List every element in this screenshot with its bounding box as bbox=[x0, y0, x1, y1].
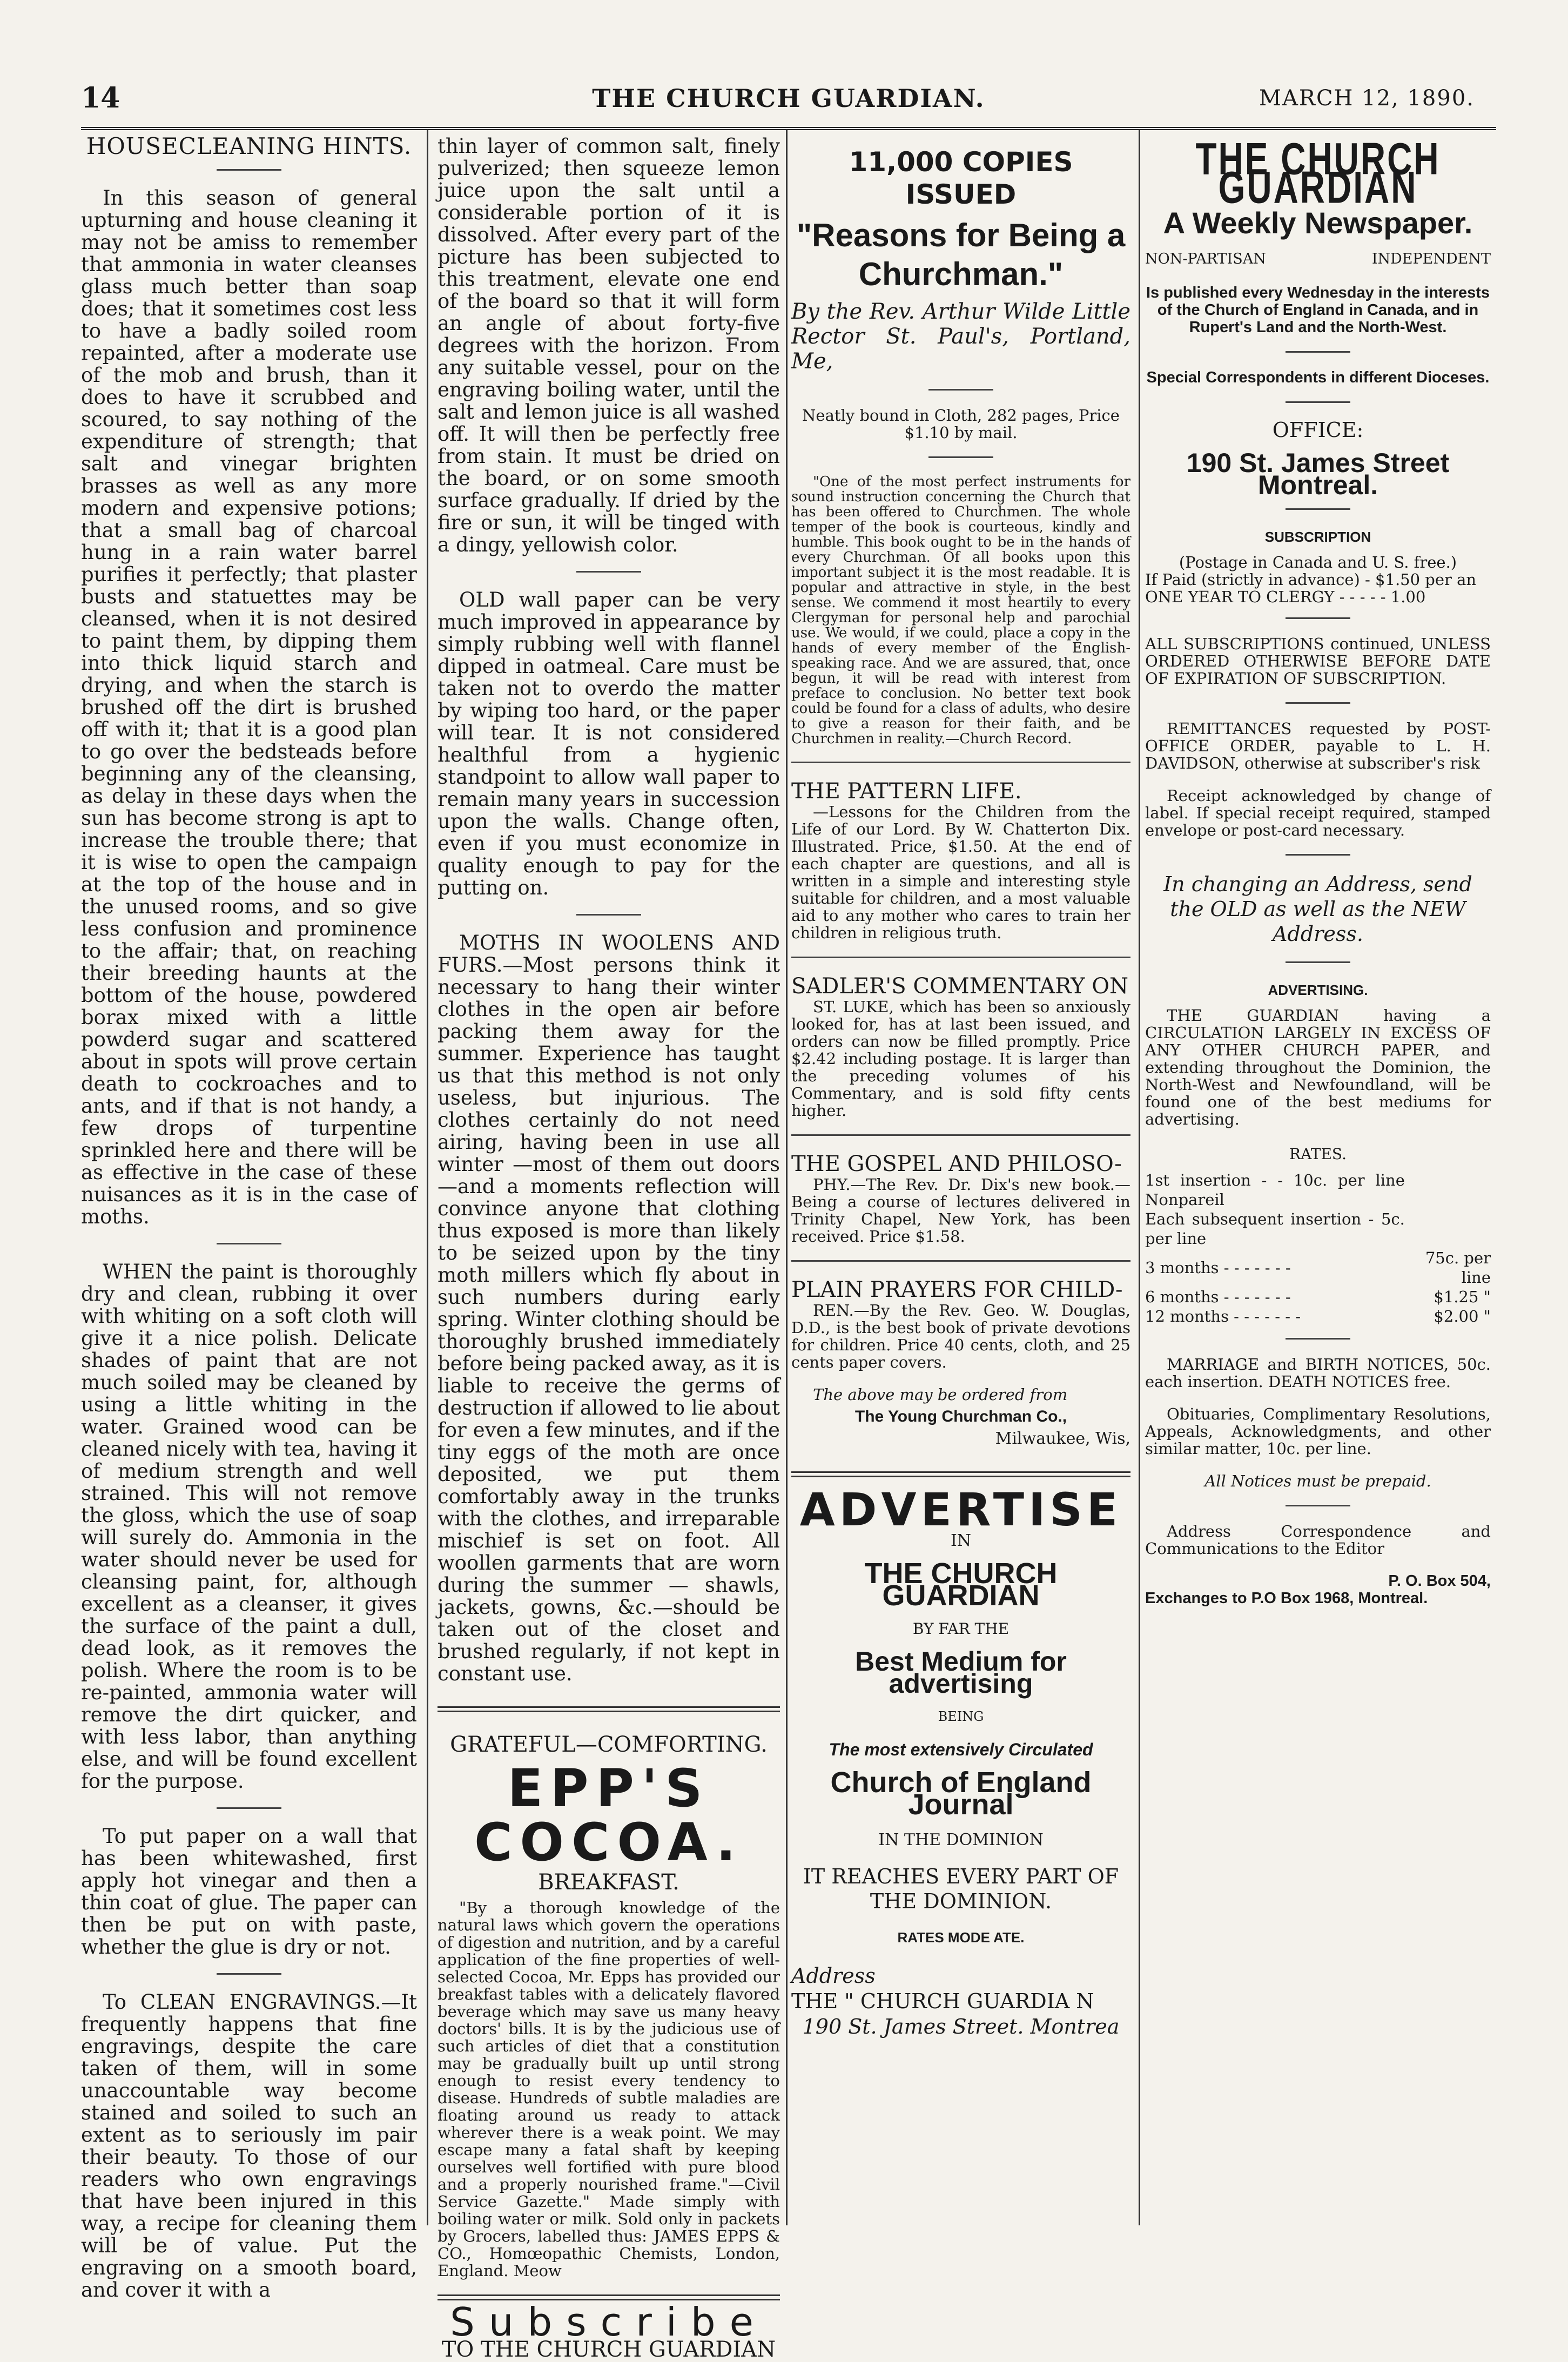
book-author: By the Rev. Arthur Wilde Little Rector St. Paul's, Portland, Me, bbox=[791, 299, 1130, 374]
copies-issued: 11,000 COPIES ISSUED bbox=[849, 146, 1073, 210]
rate-label: 6 months - - - - - - - bbox=[1145, 1288, 1291, 1306]
column-books bbox=[791, 135, 1130, 2231]
masthead bbox=[81, 62, 1496, 130]
cocoa-breakfast: BREAKFAST. bbox=[538, 1870, 679, 1895]
book-description: —Lessons for the Children from the Life of our Lord. By W. Chatterton Dix. Illustrated. Price, $1.50. At the end of each chapter are questions, and all is written in a simple and interesting style suitable for children, and a most valuable aid to any mother who cares to train her children in religious truth. bbox=[791, 803, 1130, 942]
divider bbox=[791, 1134, 1130, 1136]
advertise-dominion: IN THE DOMINION bbox=[878, 1831, 1044, 1849]
obituaries-note: Obituaries, Complimentary Resolutions, Appeals, Acknowledgments, and other similar matter, 10c. per line. bbox=[1145, 1405, 1491, 1458]
divider bbox=[576, 914, 641, 916]
weekly-newspaper: A Weekly Newspaper. bbox=[1163, 206, 1473, 240]
book-description: PHY.—The Rev. Dr. Dix's new book.—Being a course of lectures delivered in Trinity Chapel, New York, has been received. Price $1.58. bbox=[791, 1175, 1130, 1246]
book-heading: SADLER'S COMMENTARY ON bbox=[791, 974, 1129, 999]
article-paragraph: To CLEAN ENGRAVINGS.—It frequently happens that fine engravings, despite the care taken of them, will in some unaccountable way become stained and soiled to such an extent as to seriously im pair their beauty. To those of our readers who own engravings that have been injured in this way, a recipe for cleaning them will be of value. Put the engraving on a smooth board, and cover it with a bbox=[81, 1990, 417, 2302]
table-row bbox=[1145, 1287, 1491, 1307]
page-number: 14 bbox=[81, 82, 120, 115]
advertise-paper: THE CHURCH GUARDIAN bbox=[864, 1557, 1058, 1612]
published-note: Is published every Wednesday in the interests of the Church of England in Canada, and in Rupert's Land and the North-West. bbox=[1146, 284, 1490, 336]
rate-label: 12 months - - - - - - - bbox=[1145, 1307, 1301, 1325]
advertise-rates: RATES MODE ATE. bbox=[897, 1929, 1025, 1946]
remittances-note: REMITTANCES requested by POST-OFFICE ORDER, payable to L. H. DAVIDSON, otherwise at subscriber's risk bbox=[1145, 719, 1491, 772]
special-correspondents: Special Correspondents in different Dioceses. bbox=[1146, 369, 1490, 386]
divider bbox=[1286, 854, 1350, 856]
divider bbox=[217, 1973, 281, 1975]
book-description: REN.—By the Rev. Geo. W. Douglas, D.D., is the best book of private devotions for children. Price 40 cents, cloth, and 25 cents paper covers. bbox=[791, 1301, 1130, 1371]
table-row bbox=[1145, 1307, 1491, 1326]
cocoa-ad-body: "By a thorough knowledge of the natural laws which govern the operations of digestion and nutrition, and by a careful application of the fine properties of well-selected Cocoa, Mr. Epps has provided our breakfast tables with a delicately flavored beverage which may save us many heavy doctors' bills. It is by the judicious use of such articles of diet that a constitution may be gradually built up until strong enough to resist every tendency to disease. Hundreds of subtle maladies are floating around us ready to attack wherever there is a weak point. We may escape many a fatal shaft by keeping ourselves well fortified with pure blood and a properly nourished frame."—Civil Service Gazette." Made simply with boiling water or milk. Sold only in packets by Grocers, labelled thus: JAMES EPPS & CO., Homœopathic Chemists, London, England. Meow bbox=[438, 1899, 780, 2280]
divider bbox=[791, 762, 1130, 763]
publisher-city: Milwaukee, Wis, bbox=[995, 1429, 1130, 1448]
book-title: "Reasons for Being a Churchman." bbox=[796, 217, 1126, 292]
divider bbox=[1286, 401, 1350, 403]
divider bbox=[791, 1471, 1130, 1477]
exchanges-note: Exchanges to P.O Box 1968, Montreal. bbox=[1145, 1590, 1428, 1607]
table-row bbox=[1145, 1209, 1491, 1248]
rate-value bbox=[1405, 1209, 1491, 1248]
advertise-heading: ADVERTISE bbox=[799, 1483, 1122, 1536]
book-heading: THE GOSPEL AND PHILOSO- bbox=[791, 1152, 1122, 1176]
rates-heading: RATES. bbox=[1289, 1145, 1347, 1163]
advertise-most: The most extensively Circulated bbox=[829, 1740, 1093, 1759]
office-address: 190 St. James Street Montreal. bbox=[1186, 448, 1450, 500]
subscribe-heading: Subscribe bbox=[450, 2299, 768, 2345]
change-address-note: In changing an Address, send the OLD as well as the NEW Address. bbox=[1163, 872, 1472, 946]
postage-note: (Postage in Canada and U. S. free.) bbox=[1179, 553, 1457, 571]
advertise-best: Best Medium for advertising bbox=[855, 1646, 1067, 1699]
divider bbox=[1286, 617, 1350, 619]
subscribe-target: TO THE CHURCH GUARDIAN bbox=[441, 2337, 776, 2362]
divider bbox=[576, 571, 641, 573]
table-row bbox=[1145, 1248, 1491, 1287]
issue-date: MARCH 12, 1890. bbox=[1259, 86, 1475, 111]
table-row bbox=[1145, 1170, 1491, 1209]
divider bbox=[217, 1807, 281, 1809]
column-continued bbox=[438, 134, 780, 2362]
rate-label: Each subsequent insertion - 5c. per line bbox=[1145, 1210, 1405, 1248]
rate-value: $2.00 " bbox=[1434, 1307, 1491, 1325]
book-review: "One of the most perfect instruments for sound instruction concerning the Church that has been offered to Churchmen. The whole temper of the book is courteous, kindly and humble. This book ought to be in the hands of every Churchman. Of all books upon this important subject it is the most readable. It is popular and attractive in style, in the best sense. We commend it most heartily to every Clergyman for personal help and parochial use. We would, if we could, place a copy in the hands of every member of the English-speaking race. And we are assured, that, once begun, it will be read with interest from preface to conclusion. No better text book could be found for a class of adults, who desire to give a reason for their faith, and be Churchmen in reality.—Church Record. bbox=[791, 474, 1130, 747]
order-note: The above may be ordered from bbox=[813, 1385, 1068, 1404]
continued-note: ALL SUBSCRIPTIONS continued, UNLESS ORDERED OTHERWISE BEFORE DATE OF EXPIRATION OF SUBSCRIPTION. bbox=[1145, 635, 1491, 688]
correspondence-note: Address Correspondence and Communications to the Editor bbox=[1145, 1522, 1491, 1558]
advertising-body: THE GUARDIAN having a CIRCULATION LARGELY IN EXCESS OF ANY OTHER CHURCH PAPER, and extending throughout the Dominion, the North-West and Newfoundland, will be found one of the best mediums for advertising. bbox=[1145, 1006, 1491, 1128]
article-paragraph: thin layer of common salt, finely pulverized; then squeeze lemon juice upon the salt until a considerable portion of it is dissolved. After every part of the picture has been subjected to this treatment, elevate one end of the board so that it will form an angle of about forty-five degrees with the horizon. From any suitable vessel, pour on the engraving boiling water, until the salt and lemon juice is all washed off. It will then be perfectly free from stain. It must be dried on the board, or on some smooth surface gradually. If dried by the fire or sun, it will be tinged with a dingy, yellowish color. bbox=[438, 134, 780, 556]
divider bbox=[791, 1260, 1130, 1262]
divider bbox=[1286, 702, 1350, 704]
newspaper-title: THE CHURCH GUARDIAN. bbox=[592, 84, 985, 113]
marriage-notices: MARRIAGE and BIRTH NOTICES, 50c. each insertion. DEATH NOTICES free. bbox=[1145, 1355, 1491, 1391]
advertise-reaches: IT REACHES EVERY PART OF THE DOMINION. bbox=[803, 1865, 1119, 1913]
office-label: OFFICE: bbox=[1272, 418, 1364, 442]
article-paragraph: MOTHS IN WOOLENS AND FURS.—Most persons think it necessary to hang their winter clothes in the open air before packing them away for the summer. Experience has taught us that this method is not only useless, but injurious. The clothes certainly do not need airing, having been in use all winter —most of them out doors—and a moments reflection will convince anyone that clothing thus exposed is more than likely to be seized upon by the tiny moth millers which fly about in such numbers during early spring. Winter clothing should be thoroughly brushed immediately before being packed away, as it is liable to receive the germs of destruction if allowed to lie about for even a few minutes, and if the tiny eggs of the moth are once deposited, we put them comfortably away in the trunks with the clothes, and irreparable mischief is set on foot. All woollen garments that are worn during the summer — shawls, jackets, gowns, &c.—should be taken out of the closet and brushed regularly, if not kept in constant use. bbox=[438, 931, 780, 1685]
divider bbox=[217, 169, 281, 171]
advertising-heading: ADVERTISING. bbox=[1268, 982, 1368, 998]
receipt-note: Receipt acknowledged by change of label. If special receipt required, stamped envelope or post-card necessary. bbox=[1145, 786, 1491, 839]
divider bbox=[791, 957, 1130, 958]
column-rule bbox=[786, 130, 788, 2225]
divider bbox=[1286, 961, 1350, 963]
article-heading: HOUSECLEANING HINTS. bbox=[86, 133, 412, 159]
column-rule bbox=[427, 130, 428, 2225]
publisher-name: The Young Churchman Co., bbox=[854, 1408, 1067, 1425]
column-housecleaning bbox=[81, 133, 417, 2302]
book-description: ST. LUKE, which has been so anxiously looked for, has at last been issued, and orders can now be filled promptly. Price $2.42 including postage. It is larger than the preceding volumes of his Commentary, and is sold fifty cents higher. bbox=[791, 998, 1130, 1120]
column-guardian-info bbox=[1145, 135, 1491, 2231]
divider bbox=[1286, 508, 1350, 510]
article-paragraph: WHEN the paint is thoroughly dry and clean, rubbing it over with whiting on a soft cloth will give it a nice polish. Delicate shades of paint that are not much soiled may be cleaned by using a little whiting in the water. Grained wood can be cleaned nicely with tea, having it of medium strength and well strained. This will not remove the gloss, which the use of soap will surely do. Ammonia in the water should never be used for cleansing paint, for, although excellent as a cleanser, it gives the surface of the paint a dull, dead look, as it removes the polish. Where the room is to be re-painted, ammonia water will remove the dirt quicker, and with less labor, than anything else, and will be found excellent for the purpose. bbox=[81, 1260, 417, 1793]
advertise-by-far: BY FAR THE bbox=[912, 1620, 1010, 1638]
non-partisan-label: NON-PARTISAN bbox=[1145, 251, 1266, 267]
cocoa-ad-title: EPP'S COCOA. bbox=[474, 1758, 744, 1873]
address-label: Address bbox=[791, 1964, 876, 1988]
divider bbox=[438, 1706, 780, 1712]
rate-value: $1.25 " bbox=[1434, 1288, 1491, 1306]
divider bbox=[217, 1243, 281, 1244]
divider bbox=[1286, 1505, 1350, 1506]
cocoa-tagline: GRATEFUL—COMFORTING. bbox=[450, 1732, 768, 1757]
book-binding: Neatly bound in Cloth, 282 pages, Price $1.10 by mail. bbox=[802, 406, 1120, 442]
paper-stance bbox=[1145, 248, 1491, 270]
rate-value bbox=[1405, 1170, 1491, 1209]
book-heading: PLAIN PRAYERS FOR CHILD- bbox=[791, 1277, 1123, 1302]
rate-value: 75c. per line bbox=[1425, 1249, 1491, 1287]
advertise-in: IN bbox=[950, 1531, 972, 1550]
divider bbox=[928, 389, 993, 391]
advertise-being: BEING bbox=[938, 1709, 984, 1724]
subscription-heading: SUBSCRIPTION bbox=[1264, 529, 1371, 545]
rate-label: 3 months - - - - - - - bbox=[1145, 1259, 1291, 1277]
divider bbox=[1286, 351, 1350, 353]
article-paragraph: OLD wall paper can be very much improved in appearance by simply rubbing well with flannel dipped in oatmeal. Care must be taken not to overdo the matter by wiping too hard, or the paper will tear. It is not considered healthful from a hygienic standpoint to allow wall paper to remain many years in succession upon the walls. Change often, even if you must economize in quality enough to pay for the putting on. bbox=[438, 588, 780, 899]
divider bbox=[1286, 1338, 1350, 1340]
clergy-rate: ONE YEAR TO CLERGY - - - - - 1.00 bbox=[1145, 588, 1426, 606]
divider bbox=[928, 456, 993, 458]
book-heading: THE PATTERN LIFE. bbox=[791, 779, 1022, 804]
address-line: THE " CHURCH GUARDIA N bbox=[791, 1989, 1094, 2013]
article-paragraph: In this season of general upturning and house cleaning it may not be amiss to remember that ammonia in water cleanses glass much better than soap does; that it sometimes cost less to have a badly soiled room repainted, after a moderate use of the mob and brush, than it does to have it scrubbed and scoured, to say nothing of the expenditure of strength; that salt and vinegar brighten brasses as well as any more modern and expensive potions; that a small bag of charcoal hung in a rain water barrel purifies it perfectly; that plaster busts and statuettes may be cleansed, when it is not desired to paint them, by dipping them into thick liquid starch and drying, and when the starch is brushed off the dirt is brushed off with it; that it is a good plan to go over the bedsteads before beginning any of the cleansing, as delay in these days when the sun has become strong is apt to increase the trouble there; that it is wise to open the campaign at the top of the house and in the unused rooms, and so give less confusion and prominence to the affair; that, on reaching their breeding haunts at the bottom of the house, powdered borax mixed with a little powderd sugar and scattered about in spots will prove certain death to cockroaches and to ants, and if that is not handy, a few drops of turpentine sprinkled here and there will be as effective in the case of these nuisances as it is in the case of moths. bbox=[81, 186, 417, 1228]
article-paragraph: To put paper on a wall that has been whitewashed, first apply hot vinegar and then a thin coat of glue. The paper can then be put on with paste, whether the glue is dry or not. bbox=[81, 1825, 417, 1959]
guardian-title: THE CHURCH GUARDIAN bbox=[1195, 133, 1441, 213]
po-box: P. O. Box 504, bbox=[1388, 1572, 1491, 1590]
prepaid-note: All Notices must be prepaid. bbox=[1204, 1472, 1431, 1490]
column-rule bbox=[1139, 130, 1140, 2225]
address-line: 190 St. James Street. Montrea bbox=[802, 2015, 1120, 2038]
rates-table bbox=[1145, 1170, 1491, 1326]
rate-label: 1st insertion - - 10c. per line Nonpareil bbox=[1145, 1171, 1405, 1209]
independent-label: INDEPENDENT bbox=[1371, 251, 1491, 267]
advertise-journal: Church of England Journal bbox=[830, 1766, 1092, 1821]
paid-rate: If Paid (strictly in advance) - $1.50 per an bbox=[1145, 570, 1477, 589]
